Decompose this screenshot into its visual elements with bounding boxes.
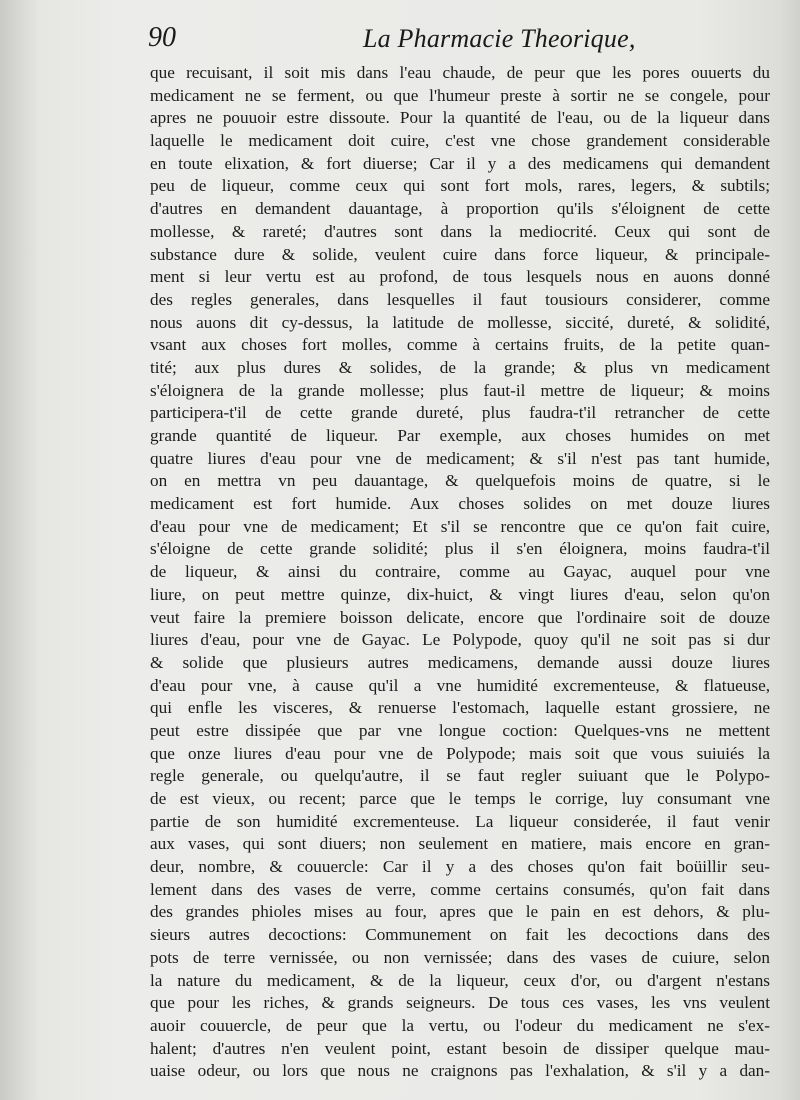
text-line: lement dans des vases de verre, comme certains consumés, qu'on fait dans xyxy=(150,879,770,899)
text-line: grande quantité de liqueur. Par exemple, aux choses humides on met xyxy=(150,426,770,445)
text-line: & solide que plusieurs autres medicamens, demande aussi douze liures xyxy=(150,652,770,672)
running-title: La Pharmacie Theorique, xyxy=(363,24,636,53)
text-line: ment si leur vertu est au profond, de tous lesquels nous en auons donné xyxy=(150,267,770,287)
text-line: peut estre dissipée que par vne longue coction: Quelques-vns ne mettent xyxy=(150,720,770,740)
text-line: quatre liures d'eau pour vne de medicament; & s'il n'est pas tant humide, xyxy=(150,448,770,468)
text-line: auoir couuercle, de peur que la vertu, ou l'odeur du medicament ne s'ex- xyxy=(150,1015,770,1035)
text-line: uaise odeur, ou lors que nous ne craignons pas l'exhalation, & s'il y a dan- xyxy=(150,1061,770,1081)
text-line: vsant aux choses fort molles, comme à certains fruits, de la petite quan- xyxy=(150,335,770,355)
text-line: s'éloignera de la grande mollesse; plus faut-il mettre de liqueur; & moins xyxy=(150,380,770,400)
text-line: on en mettra vn peu dauantage, & quelquefois moins de quatre, si le xyxy=(150,471,770,491)
text-line: d'eau pour vne de medicament; Et s'il se rencontre que ce qu'on fait cuire, xyxy=(150,516,770,536)
text-line: partie de son humidité excrementeuse. La liqueur considerée, il faut venir xyxy=(150,811,770,831)
text-line: que pour les riches, & grands seigneurs. De tous ces vases, les vns veulent xyxy=(150,993,770,1013)
text-line: d'eau pour vne, à cause qu'il a vne humidité excrementeuse, & flatueuse, xyxy=(150,675,770,695)
text-line: halent; d'autres n'en veulent point, estant besoin de dissiper quelque mau- xyxy=(150,1038,770,1058)
text-line: s'éloigne de cette grande solidité; plus il s'en éloignera, moins faudra-t'il xyxy=(150,539,770,559)
text-line: regle generale, ou quelqu'autre, il se faut regler suiuant que le Polypo- xyxy=(150,766,770,786)
text-line: en toute elixation, & fort diuerse; Car il y a des medicamens qui demandent xyxy=(150,153,770,173)
text-line: participera-t'il de cette grande dureté, plus faudra-t'il retrancher de cette xyxy=(150,403,770,423)
text-line: mollesse, & rareté; d'autres sont dans la mediocrité. Ceux qui sont de xyxy=(150,221,770,241)
text-line: de liqueur, & ainsi du contraire, comme au Gayac, auquel pour vne xyxy=(150,562,770,582)
text-line: peu de liqueur, comme ceux qui sont fort mols, rares, legers, & subtils; xyxy=(150,176,770,196)
text-line: liures d'eau, pour vne de Gayac. Le Polypode, quoy qu'il ne soit pas si dur xyxy=(150,630,770,650)
text-line: des grandes phioles mises au four, apres que le pain en est dehors, & plu- xyxy=(150,902,770,922)
page-header xyxy=(148,22,788,58)
text-line: medicament ne se ferment, ou que l'humeur preste à sortir ne se congele, pour xyxy=(150,85,770,105)
text-line: sieurs autres decoctions: Communement on fait les decoctions dans des xyxy=(150,925,770,945)
text-line: aux vases, qui sont diuers; non seulement en matiere, mais encore en gran- xyxy=(150,834,770,854)
text-line: apres ne pouuoir estre dissoute. Pour la quantité de l'eau, ou de la liqueur dans xyxy=(150,108,770,128)
text-line: la nature du medicament, & de la liqueur, ceux d'or, ou d'argent n'estans xyxy=(150,970,770,990)
text-line: veut faire la premiere boisson delicate, encore que l'ordinaire soit de douze xyxy=(150,607,770,627)
text-line: d'autres en demandent dauantage, à proportion qu'ils s'éloignent de cette xyxy=(150,199,770,219)
text-line: laquelle le medicament doit cuire, c'est vne chose grandement considerable xyxy=(150,131,770,151)
text-line: tité; aux plus dures & solides, de la grande; & plus vn medicament xyxy=(150,357,770,377)
text-line: qui enfle les visceres, & renuerse l'estomach, laquelle estant grossiere, ne xyxy=(150,698,770,718)
text-line: que onze liures d'eau pour vne de Polypode; mais soit que vous suiuiés la xyxy=(150,743,770,763)
text-line: de est vieux, ou recent; parce que le temps le corrige, luy consumant vne xyxy=(150,789,770,808)
text-line: nous auons dit cy-dessus, la latitude de mollesse, siccité, dureté, & solidité, xyxy=(150,312,770,332)
text-line: medicament est fort humide. Aux choses solides on met douze liures xyxy=(150,494,770,514)
page-number: 90 xyxy=(148,22,176,53)
text-line: des regles generales, dans lesquelles il faut tousiours considerer, comme xyxy=(150,289,770,309)
text-line: deur, nombre, & couuercle: Car il y a des choses qu'on fait boüillir seu- xyxy=(150,857,770,877)
text-line: pots de terre vernissée, ou non vernissée; dans des vases de cuiure, selon xyxy=(150,947,770,967)
text-line: substance dure & solide, veulent cuire dans force liqueur, & principale- xyxy=(150,244,770,264)
text-line: que recuisant, il soit mis dans l'eau chaude, de peur que les pores ouuerts du xyxy=(150,63,770,82)
text-line: liure, on peut mettre quinze, dix-huict, & vingt liures d'eau, selon qu'on xyxy=(150,584,770,604)
body-text xyxy=(150,62,770,1083)
